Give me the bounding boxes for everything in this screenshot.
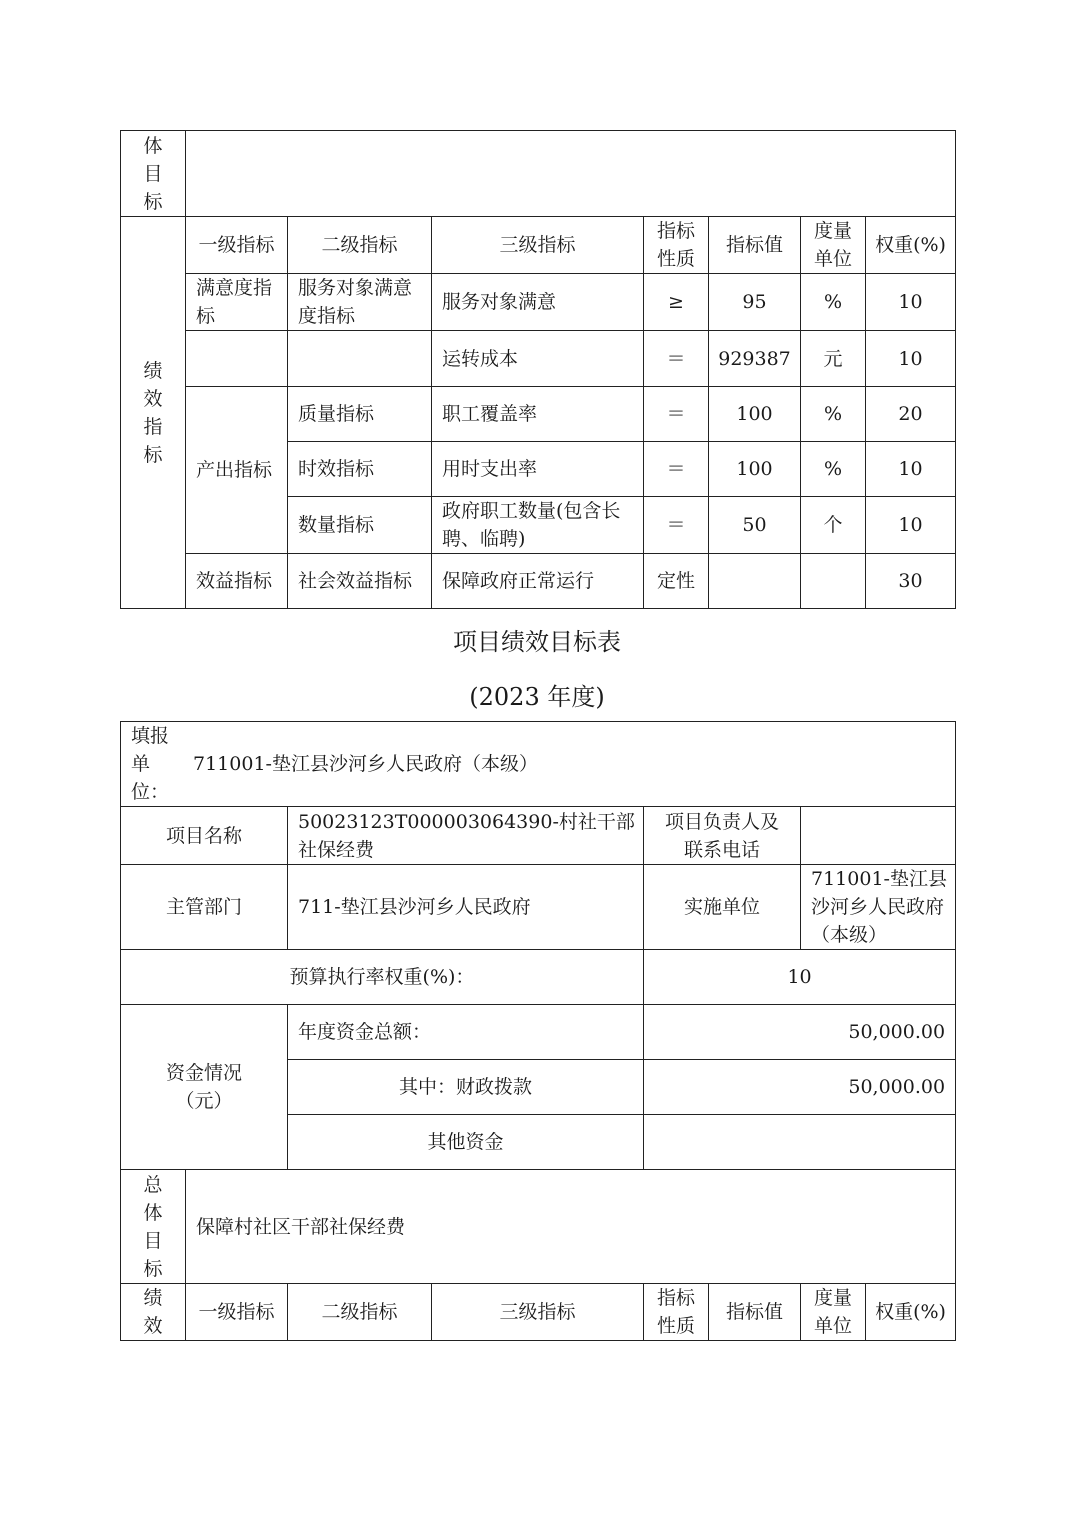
header-unit: 度量单位 (801, 1284, 866, 1341)
cell-unit (801, 554, 866, 609)
cell-weight: 10 (866, 274, 956, 331)
cell-nature: ＝ (644, 442, 709, 497)
cell-nature: ≥ (644, 274, 709, 331)
reporting-unit-value: 711001-垫江县沙河乡人民政府（本级） (193, 753, 538, 775)
cell-weight: 20 (866, 387, 956, 442)
cell-level2: 社会效益指标 (288, 554, 432, 609)
cell-level1: 产出指标 (186, 387, 288, 554)
cell-level3: 用时支出率 (432, 442, 644, 497)
annual-total-label: 年度资金总额： (288, 1005, 644, 1060)
header-level1: 一级指标 (186, 1284, 288, 1341)
budget-rate-label: 预算执行率权重(%)： (121, 950, 644, 1005)
project-owner-label: 项目负责人及联系电话 (644, 807, 801, 865)
header-nature: 指标性质 (644, 1284, 709, 1341)
impl-unit-value: 711001-垫江县沙河乡人民政府（本级） (801, 865, 956, 950)
cell-weight: 30 (866, 554, 956, 609)
cell-level3: 服务对象满意 (432, 274, 644, 331)
perf-indicator-label: 绩 效 指 标 (121, 217, 186, 609)
dept-value: 711-垫江县沙河乡人民政府 (288, 865, 644, 950)
cell-value: 929387 (709, 331, 801, 387)
table-row (121, 554, 956, 609)
cell-nature: ＝ (644, 497, 709, 554)
page-title: 项目绩效目标表 (453, 628, 621, 656)
header-value: 指标值 (709, 1284, 801, 1341)
cell-level3: 职工覆盖率 (432, 387, 644, 442)
overall-goal-label: 体 目 标 (121, 131, 186, 217)
other-funds-value (644, 1115, 956, 1170)
funds-label: 资金情况（元） (121, 1005, 288, 1170)
cell-unit: 个 (801, 497, 866, 554)
table-row (121, 387, 956, 442)
project-owner-value (801, 807, 956, 865)
table-row (121, 331, 956, 387)
header-level3: 三级指标 (432, 1284, 644, 1341)
reporting-unit-row (121, 722, 956, 807)
cell-level2: 时效指标 (288, 442, 432, 497)
cell-level2: 质量指标 (288, 387, 432, 442)
cell-nature: ＝ (644, 331, 709, 387)
performance-table-continued (120, 130, 956, 609)
cell-weight: 10 (866, 331, 956, 387)
dept-label: 主管部门 (121, 865, 288, 950)
perf-indicator-label: 绩 效 (121, 1284, 186, 1341)
cell-value (709, 554, 801, 609)
header-weight: 权重(%) (866, 217, 956, 274)
cell-level3: 政府职工数量(包含长聘、临聘) (432, 497, 644, 554)
cell-level1: 效益指标 (186, 554, 288, 609)
reporting-unit-label: 填报 单 位： (131, 725, 170, 803)
overall-goal-text: 保障村社区干部社保经费 (186, 1170, 956, 1284)
project-name-label: 项目名称 (121, 807, 288, 865)
header-value: 指标值 (709, 217, 801, 274)
page-subtitle: (2023 年度) (469, 683, 605, 711)
project-name-value: 50023123T000003064390-村社干部社保经费 (288, 807, 644, 865)
table-row (121, 274, 956, 331)
cell-level2 (288, 331, 432, 387)
cell-nature: ＝ (644, 387, 709, 442)
cell-level2: 数量指标 (288, 497, 432, 554)
cell-nature: 定性 (644, 554, 709, 609)
cell-value: 95 (709, 274, 801, 331)
header-level3: 三级指标 (432, 217, 644, 274)
other-funds-label: 其他资金 (288, 1115, 644, 1170)
cell-level3: 运转成本 (432, 331, 644, 387)
header-level1: 一级指标 (186, 217, 288, 274)
cell-weight: 10 (866, 497, 956, 554)
fiscal-label: 其中：财政拨款 (288, 1060, 644, 1115)
cell-level3: 保障政府正常运行 (432, 554, 644, 609)
cell-value: 100 (709, 387, 801, 442)
budget-rate-value: 10 (644, 950, 956, 1005)
overall-goal-label: 总 体 目 标 (121, 1170, 186, 1284)
header-unit: 度量单位 (801, 217, 866, 274)
cell-level1: 满意度指标 (186, 274, 288, 331)
header-nature: 指标性质 (644, 217, 709, 274)
header-weight: 权重(%) (866, 1284, 956, 1341)
overall-goal-text (186, 131, 956, 217)
fiscal-value: 50,000.00 (644, 1060, 956, 1115)
project-performance-table (120, 721, 956, 1341)
cell-unit: 元 (801, 331, 866, 387)
cell-unit: % (801, 274, 866, 331)
cell-level1 (186, 331, 288, 387)
header-level2: 二级指标 (288, 217, 432, 274)
cell-value: 50 (709, 497, 801, 554)
impl-unit-label: 实施单位 (644, 865, 801, 950)
cell-unit: % (801, 387, 866, 442)
annual-total-value: 50,000.00 (644, 1005, 956, 1060)
cell-weight: 10 (866, 442, 956, 497)
cell-level2: 服务对象满意度指标 (288, 274, 432, 331)
cell-value: 100 (709, 442, 801, 497)
cell-unit: % (801, 442, 866, 497)
header-level2: 二级指标 (288, 1284, 432, 1341)
